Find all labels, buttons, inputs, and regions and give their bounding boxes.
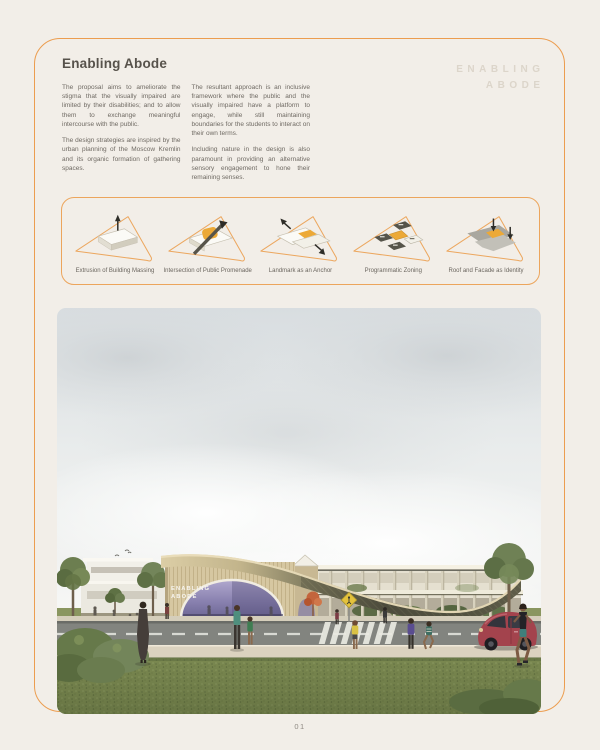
page-number: 01 <box>294 722 306 731</box>
roof-facade-icon <box>441 212 531 266</box>
left-park <box>57 557 179 619</box>
page-title: Enabling Abode <box>62 56 168 71</box>
public-promenade-icon <box>163 212 253 266</box>
strategy-extrusion <box>70 212 160 274</box>
strategy-roof <box>441 212 531 274</box>
street-view-scene <box>57 308 541 714</box>
board-panel <box>34 38 565 712</box>
intro-paragraph: The design strategies are inspired by the urban planning of the Moscow Kremlin and its organic formation of gathering spaces. <box>62 137 181 172</box>
building-sign-line-2: ABODE <box>171 594 198 601</box>
board-header <box>62 56 545 189</box>
strategy-label: Intersection of Public Promenade <box>163 268 252 275</box>
intro-column-2 <box>192 83 311 189</box>
architectural-rendering <box>57 308 541 714</box>
intro-column-1 <box>62 83 181 189</box>
strategy-label: Roof and Facade as Identity <box>448 268 524 275</box>
wordmark-line-1: ENABLING <box>456 64 545 75</box>
strategy-label: Programmatic Zoning <box>364 268 422 275</box>
intro-paragraph: Including nature in the design is also paramount in providing an alternative sensory engagement to hone their remaining senses. <box>191 146 310 181</box>
building-sign-line-1: ENABLING <box>171 586 211 593</box>
strategy-label: Landmark as an Anchor <box>268 268 333 275</box>
intro-paragraph: The proposal aims to ameliorate the stigma that the visually impaired are limited by their disabilities; and to allow them to exchange meaningful intercourse with the public. <box>62 84 181 128</box>
strategy-landmark <box>256 212 346 274</box>
strategy-promenade <box>163 212 253 274</box>
strategy-zoning <box>348 212 438 274</box>
wordmark-line-2: ABODE <box>485 79 545 91</box>
landmark-anchor-icon <box>255 212 345 266</box>
strategy-label: Extrusion of Building Massing <box>75 268 155 275</box>
design-strategies-strip <box>61 197 540 285</box>
intro-text-columns <box>62 83 310 189</box>
intro-paragraph: The resultant approach is an inclusive framework where the public and the visually impaired have a platform to engage, while still maintaining boundaries for the students to interact on their own terms. <box>191 84 310 138</box>
brand-wordmark <box>456 62 545 93</box>
extrusion-massing-icon <box>70 212 160 266</box>
programmatic-zoning-icon <box>348 212 438 266</box>
